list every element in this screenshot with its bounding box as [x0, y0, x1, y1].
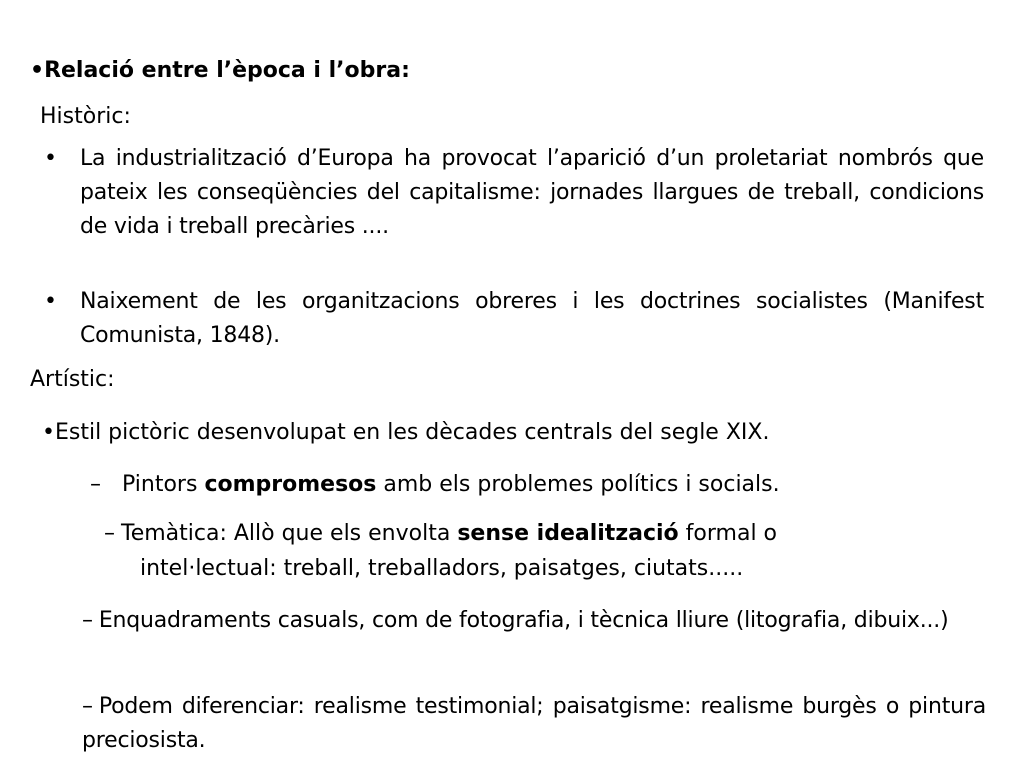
- artistic-point-2-continued: intel·lectual: treball, treballadors, paisatges, ciutats.....: [140, 556, 744, 581]
- historic-bullet-2: •: [44, 289, 57, 314]
- historic-item-2: Naixement de les organitzacions obreres i les doctrines socialistes (Manifest Comunista, 1848).: [80, 289, 984, 348]
- artistic-point-3: [82, 604, 986, 638]
- heading-bullet: •: [30, 58, 45, 83]
- point-1-bold: compromesos: [204, 472, 377, 497]
- point-1-prefix: Pintors: [122, 472, 205, 497]
- point-1-dash: –: [90, 472, 101, 497]
- historic-bullet-1: •: [44, 146, 57, 171]
- point-3-text: Enquadraments casuals, com de fotografia, i tècnica lliure (litografia, dibuix...): [98, 608, 949, 633]
- slide-heading: [30, 58, 410, 83]
- artistic-label: Artístic:: [30, 367, 115, 392]
- artistic-point-2: [104, 521, 777, 546]
- point-2-prefix: Temàtica: Allò que els envolta: [121, 521, 458, 546]
- point-2-suffix: formal o: [678, 521, 778, 546]
- point-1-suffix: amb els problemes polítics i socials.: [376, 472, 780, 497]
- point-3-dash: –: [82, 608, 93, 633]
- historic-item-1: La industrialització d’Europa ha provocat l’aparició d’un proletariat nombrós que pateix les conseqüències del capitalisme: jornades llargues de treball, condicions de vida i treball precàries ....: [80, 146, 984, 239]
- heading-text: Relació entre l’època i l’obra:: [44, 58, 410, 83]
- point-4-dash: –: [82, 694, 93, 719]
- point-4-text: Podem diferenciar: realisme testimonial; paisatgisme: realisme burgès o pintura preciosista.: [82, 694, 986, 753]
- historic-label: Històric:: [40, 104, 131, 129]
- point-2-bold: sense idealització: [457, 521, 679, 546]
- artistic-point-1: [90, 472, 780, 497]
- point-2-dash: –: [104, 521, 115, 546]
- artistic-point-4: [82, 690, 986, 758]
- artistic-style-line: •Estil pictòric desenvolupat en les dècades centrals del segle XIX.: [42, 420, 770, 445]
